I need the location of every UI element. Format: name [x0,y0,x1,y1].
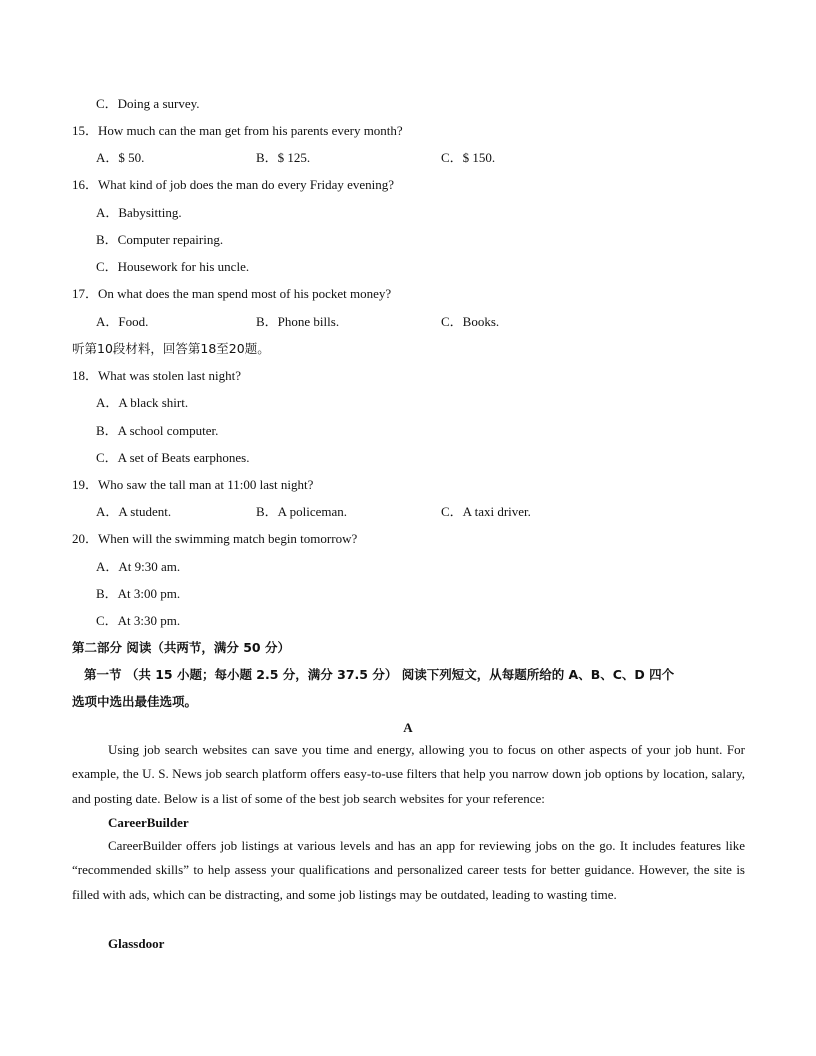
q20-option-c: C．At 3:30 pm. [96,613,181,628]
q17-option-c: C．Books. [441,314,500,329]
question-16: 16．What kind of job does the man do every Friday evening? [72,177,395,192]
question-17: 17．On what does the man spend most of his pocket money? [72,286,392,301]
q15-option-a: A．$ 50. [96,150,145,165]
q20-option-b: B．At 3:00 pm. [96,586,181,601]
section-one-instruction: 第一节 （共 15 小题；每小题 2.5 分，满分 37.5 分） 阅读下列短文，从每题所给的 A、B、C、D 四个 [84,667,675,682]
intro-paragraph: Using job search websites can save you time and energy, allowing you to focus on other aspects of your job hunt. For example, the U. S. News job search platform offers easy-to-use filters that help you narrow down job options by location, salary, and posting date. Below is a list of some of the best job search websites for your reference: [72,742,745,806]
question-15: 15．How much can the man get from his parents every month? [72,123,403,138]
q15-option-b: B．$ 125. [256,150,311,165]
part-two-title: 第二部分 阅读（共两节，满分 50 分） [72,640,290,655]
q14-option-c: C．Doing a survey. [96,96,200,111]
q15-option-c: C．$ 150. [441,150,496,165]
q16-option-c: C．Housework for his uncle. [96,259,250,274]
q17-option-b: B．Phone bills. [256,314,340,329]
q19-option-b: B．A policeman. [256,504,347,519]
question-20: 20．When will the swimming match begin tomorrow? [72,531,358,546]
careerbuilder-paragraph: CareerBuilder offers job listings at various levels and has an app for reviewing jobs on the go. It includes features like “recommended skills” to help assess your qualifications and personalized career tests for better guidance. However, the site is filled with ads, which can be distracting, and some job listings may be outdated, leading to wasting time. [72,838,745,902]
question-19: 19．Who saw the tall man at 11:00 last night? [72,477,314,492]
q18-option-c: C．A set of Beats earphones. [96,450,250,465]
section-one-instruction-cont: 选项中选出最佳选项。 [72,694,198,709]
q20-option-a: A．At 9:30 am. [96,559,181,574]
question-18: 18．What was stolen last night? [72,368,241,383]
q18-option-b: B．A school computer. [96,423,219,438]
site-heading-glassdoor: Glassdoor [108,936,165,951]
q16-option-b: B．Computer repairing. [96,232,224,247]
q16-option-a: A．Babysitting. [96,205,182,220]
q19-option-c: C．A taxi driver. [441,504,531,519]
q19-option-a: A．A student. [96,504,172,519]
q18-option-a: A．A black shirt. [96,395,189,410]
site-heading-careerbuilder: CareerBuilder [108,815,189,830]
section-10-instruction: 听第10段材料，回答第18至20题。 [72,341,270,356]
q17-option-a: A．Food. [96,314,149,329]
passage-label: A [403,720,413,735]
